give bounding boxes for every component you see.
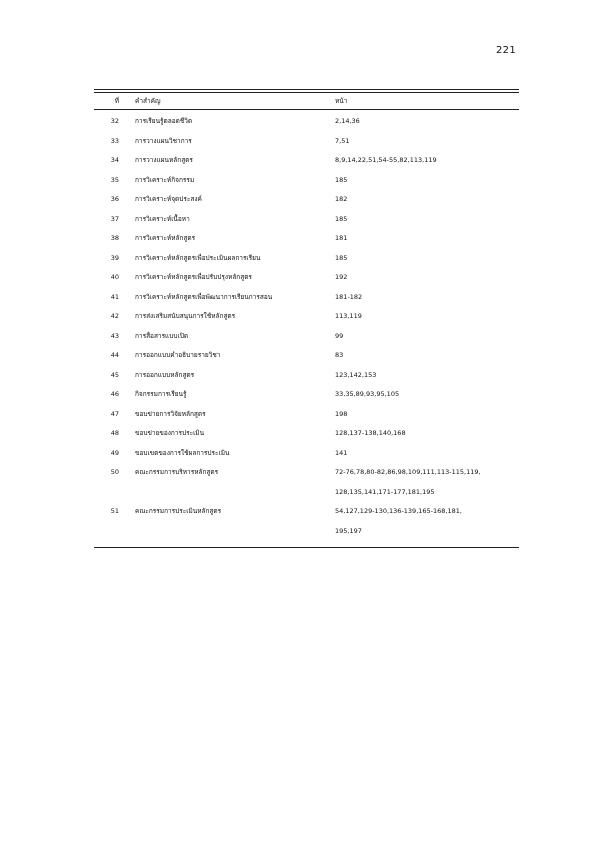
row-pages-line: 8,9,14,22,51,54-55,82,113,119 — [335, 156, 437, 164]
table-row — [94, 463, 519, 502]
row-pages-line: 185 — [335, 253, 348, 262]
row-number: 33 — [110, 136, 119, 145]
header-pages: หน้า — [335, 97, 348, 105]
table-row — [94, 171, 519, 191]
row-pages — [335, 112, 519, 132]
row-pages-line: 181-182 — [335, 292, 363, 301]
row-pages-line: 7,51 — [335, 136, 350, 145]
row-pages-line: 128,135,141,171-177,181,195 — [335, 487, 435, 496]
row-term: การวิเคราะห์หลักสูตร — [135, 234, 196, 242]
row-number: 48 — [110, 429, 119, 437]
table-row — [94, 346, 519, 366]
row-term: การวิเคราะห์จุดประสงค์ — [135, 195, 202, 203]
row-term: ขอบข่ายของการประเมิน — [135, 429, 205, 437]
row-number: 47 — [110, 409, 119, 418]
table-row — [94, 151, 519, 171]
row-pages-line: 33,35,89,93,95,105 — [335, 390, 400, 398]
table-row — [94, 327, 519, 347]
row-pages-line: 113,119 — [335, 312, 362, 320]
row-pages — [335, 502, 519, 541]
row-pages — [335, 288, 519, 308]
keyword-index-table — [94, 89, 519, 548]
row-pages-line: 99 — [335, 331, 344, 340]
row-number: 41 — [110, 292, 119, 301]
row-pages-line: 185 — [335, 214, 348, 223]
row-term: การเรียนรู้ตลอดชีวิต — [135, 117, 193, 125]
row-term: การสื่อสารแบบเปิด — [135, 331, 189, 340]
row-number: 39 — [110, 253, 119, 262]
row-number: 37 — [110, 214, 119, 223]
row-pages — [335, 346, 519, 366]
row-number: 34 — [110, 156, 119, 164]
row-pages-line: 182 — [335, 195, 348, 203]
row-number: 46 — [110, 390, 119, 398]
row-pages-line: 198 — [335, 409, 348, 418]
table-row — [94, 307, 519, 327]
table-row — [94, 210, 519, 230]
table-row — [94, 444, 519, 464]
row-term: การวิเคราะห์หลักสูตรเพื่อปรับปรุงหลักสูตร — [135, 273, 252, 281]
row-term: คณะกรรมการประเมินหลักสูตร — [135, 507, 222, 515]
table-body — [94, 112, 519, 541]
row-pages-line: 72-76,78,80-82,86,98,109,111,113-115,119, — [335, 468, 481, 476]
row-pages — [335, 307, 519, 327]
table-row — [94, 132, 519, 152]
row-pages-line: 192 — [335, 273, 348, 281]
row-pages — [335, 268, 519, 288]
row-pages — [335, 405, 519, 425]
table-row — [94, 424, 519, 444]
table-row — [94, 112, 519, 132]
row-pages — [335, 171, 519, 191]
row-pages — [335, 385, 519, 405]
table-row — [94, 385, 519, 405]
row-pages — [335, 210, 519, 230]
table-row — [94, 190, 519, 210]
row-term: การวิเคราะห์หลักสูตรเพื่อพัฒนาการเรียนการสอน — [135, 292, 273, 301]
row-term: การวางแผนวิชาการ — [135, 136, 192, 145]
row-term: การวิเคราะห์กิจกรรม — [135, 175, 195, 184]
row-pages — [335, 444, 519, 464]
row-number: 44 — [110, 351, 119, 359]
row-term: กิจกรรมการเรียนรู้ — [135, 390, 187, 398]
row-term: การออกแบบหลักสูตร — [135, 370, 195, 379]
row-pages — [335, 229, 519, 249]
row-pages-line: 185 — [335, 175, 348, 184]
table-header-row — [94, 93, 519, 109]
row-number: 40 — [110, 273, 119, 281]
row-number: 36 — [110, 195, 119, 203]
row-term: ขอบข่ายการวิจัยหลักสูตร — [135, 409, 206, 418]
row-pages-line: 2,14,36 — [335, 117, 360, 125]
row-term: ขอบเขตของการใช้ผลการประเมิน — [135, 448, 230, 457]
row-pages — [335, 249, 519, 269]
row-pages-line: 128,137-138,140,168 — [335, 429, 406, 437]
table-row — [94, 502, 519, 541]
row-pages — [335, 366, 519, 386]
row-pages — [335, 424, 519, 444]
row-pages-line: 181 — [335, 234, 348, 242]
table-bottom-rule — [94, 547, 519, 548]
row-number: 32 — [110, 117, 119, 125]
row-term: คณะกรรมการบริหารหลักสูตร — [135, 468, 219, 476]
table-top-rule — [94, 89, 519, 90]
row-term: การวางแผนหลักสูตร — [135, 156, 193, 164]
header-rule — [94, 109, 519, 110]
row-number: 50 — [110, 468, 119, 476]
row-pages-line: 54,127,129-130,136-139,165-168,181, — [335, 507, 462, 515]
table-row — [94, 405, 519, 425]
row-number: 49 — [110, 448, 119, 457]
row-number: 38 — [110, 234, 119, 242]
row-number: 43 — [110, 331, 119, 340]
row-term: การวิเคราะห์หลักสูตรเพื่อประเมินผลการเรียน — [135, 253, 261, 262]
table-row — [94, 366, 519, 386]
row-pages-line: 83 — [335, 351, 344, 359]
row-number: 42 — [110, 312, 119, 320]
row-pages — [335, 132, 519, 152]
row-pages-line: 195,197 — [335, 526, 362, 535]
row-number: 45 — [110, 370, 119, 379]
row-pages — [335, 151, 519, 171]
row-number: 51 — [110, 507, 119, 515]
row-term: การวิเคราะห์เนื้อหา — [135, 214, 190, 223]
header-term: คำสำคัญ — [135, 97, 161, 105]
row-pages — [335, 190, 519, 210]
row-pages — [335, 327, 519, 347]
row-pages — [335, 463, 519, 502]
row-pages-line: 123,142,153 — [335, 370, 377, 379]
row-number: 35 — [110, 175, 119, 184]
page-number: 221 — [496, 45, 516, 56]
table-row — [94, 249, 519, 269]
table-row — [94, 229, 519, 249]
row-term: การส่งเสริมสนับสนุนการใช้หลักสูตร — [135, 312, 236, 320]
table-row — [94, 288, 519, 308]
table-row — [94, 268, 519, 288]
row-pages-line: 141 — [335, 448, 348, 457]
row-term: การออกแบบคำอธิบายรายวิชา — [135, 351, 221, 359]
header-number: ที่ — [114, 97, 119, 105]
